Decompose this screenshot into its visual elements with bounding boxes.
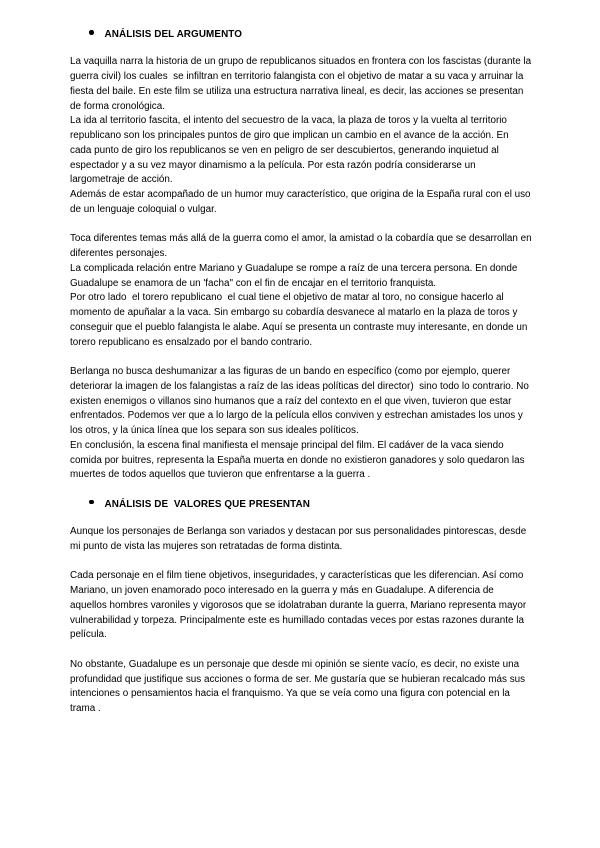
section-heading: ANÁLISIS DEL ARGUMENTO xyxy=(104,29,243,40)
text-block xyxy=(70,232,535,350)
heading-analisis-argumento xyxy=(70,28,532,43)
paragraph: La ida al territorio fascita, el intento del secuestro de la vaca, la plaza de toros y la vuelta al territorio republicano son los principales puntos de giro que implican un cambio en el avance de la acción. En cada punto de giro los republicanos se ven en peligro de ser descubiertos, generando inquietud al espectador y a su vez mayor dinamismo a la película. Por esta razón podría considerarse un largometraje de acción. xyxy=(70,115,512,186)
paragraph: Toca diferentes temas más allá de la guerra como el amor, la amistad o la cobardía que se desarrollan en diferentes personajes. xyxy=(70,233,535,259)
paragraph: Por otro lado el torero republicano el cual tiene el objetivo de matar al toro, no consigue hacerlo al momento de apuñalar a la vaca. Sin embargo su cobardía desvanece al matarlo en la plaza de toros y conseguir que el pueblo falangista le alabe. Aquí se presenta un contraste muy interesante, en donde un torero republicano es ensalzado por el bando contrario. xyxy=(70,292,531,348)
text-block xyxy=(70,525,532,555)
paragraph: No obstante, Guadalupe es un personaje que desde mi opinión se siente vacío, es decir, no existe una profundidad que justifique sus acciones o forma de ser. Me gustaría que se hubieran recalcado más sus intenciones o pensamientos hacia el franquismo. Ya que se veía como una figura con potencial en la trama . xyxy=(70,658,528,714)
section-analisis-argumento xyxy=(70,28,535,483)
paragraph: Además de estar acompañado de un humor muy característico, que origina de la España rural con el uso de un lenguaje coloquial o vulgar. xyxy=(70,189,534,215)
section-heading: ANÁLISIS DE VALORES QUE PRESENTAN xyxy=(104,498,310,510)
paragraph: En conclusión, la escena final manifiesta el mensaje principal del film. El cadáver de la vaca siendo comida por buitres, representa la España muerta en donde no existieron ganadores y solo quedaron las muertes de todos aquellos que tuvieron que enfrentarse a la guerra . xyxy=(70,439,528,481)
paragraph: La vaquilla narra la historia de un grupo de republicanos situados en frontera con los fascistas (durante la guerra civil) los cuales se infiltran en territorio falangista con el objetivo de matar a su vaca y arruinar la fiesta del baile. En este film se utiliza una estructura narrativa lineal, es decir, las acciones se presentan de forma cronológica. xyxy=(70,56,534,112)
paragraph: La complicada relación entre Mariano y Guadalupe se rompe a raíz de una tercera persona. En donde Guadalupe se enamora de un 'facha" con el fin de encajar en el territorio franquista. xyxy=(70,262,521,289)
text-block xyxy=(70,658,532,717)
text-block xyxy=(70,569,532,643)
bullet-icon xyxy=(89,30,94,35)
paragraph: Cada personaje en el film tiene objetivos, inseguridades, y características que les diferencian. Así como Mariano, un joven enamorado poco interesado en la guerra y más en Guadalupe. A diferencia de aquellos hombres varoniles y vigorosos que se idolatraban durante la guerra, Mariano representa mayor vulnerabilidad y torpeza. Principalmente este es humillado contadas veces por estas razones durante la película. xyxy=(70,570,529,641)
section-analisis-valores xyxy=(70,498,532,717)
bullet-icon xyxy=(89,500,94,505)
paragraph: Berlanga no busca deshumanizar a las figuras de un bando en específico (como por ejemplo, querer deteriorar la imagen de los falangistas a raíz de las ideas políticas del director) sino todo lo contrario. No existen enemigos o villanos sino humanos que a raíz del contexto en el que viven, tuvieron que estar enfrentados. Podemos ver que a lo largo de la película ellos conviven y estrechan amistades los unos y los otros, y la única línea que los separa son sus ideales políticos. xyxy=(70,366,532,436)
text-block xyxy=(70,55,532,217)
heading-analisis-valores xyxy=(70,498,532,513)
paragraph: Aunque los personajes de Berlanga son variados y destacan por sus personalidades pintorescas, desde mi punto de vista las mujeres son retratadas de forma distinta. xyxy=(70,526,529,552)
text-block xyxy=(70,365,532,483)
document-content xyxy=(70,28,535,717)
